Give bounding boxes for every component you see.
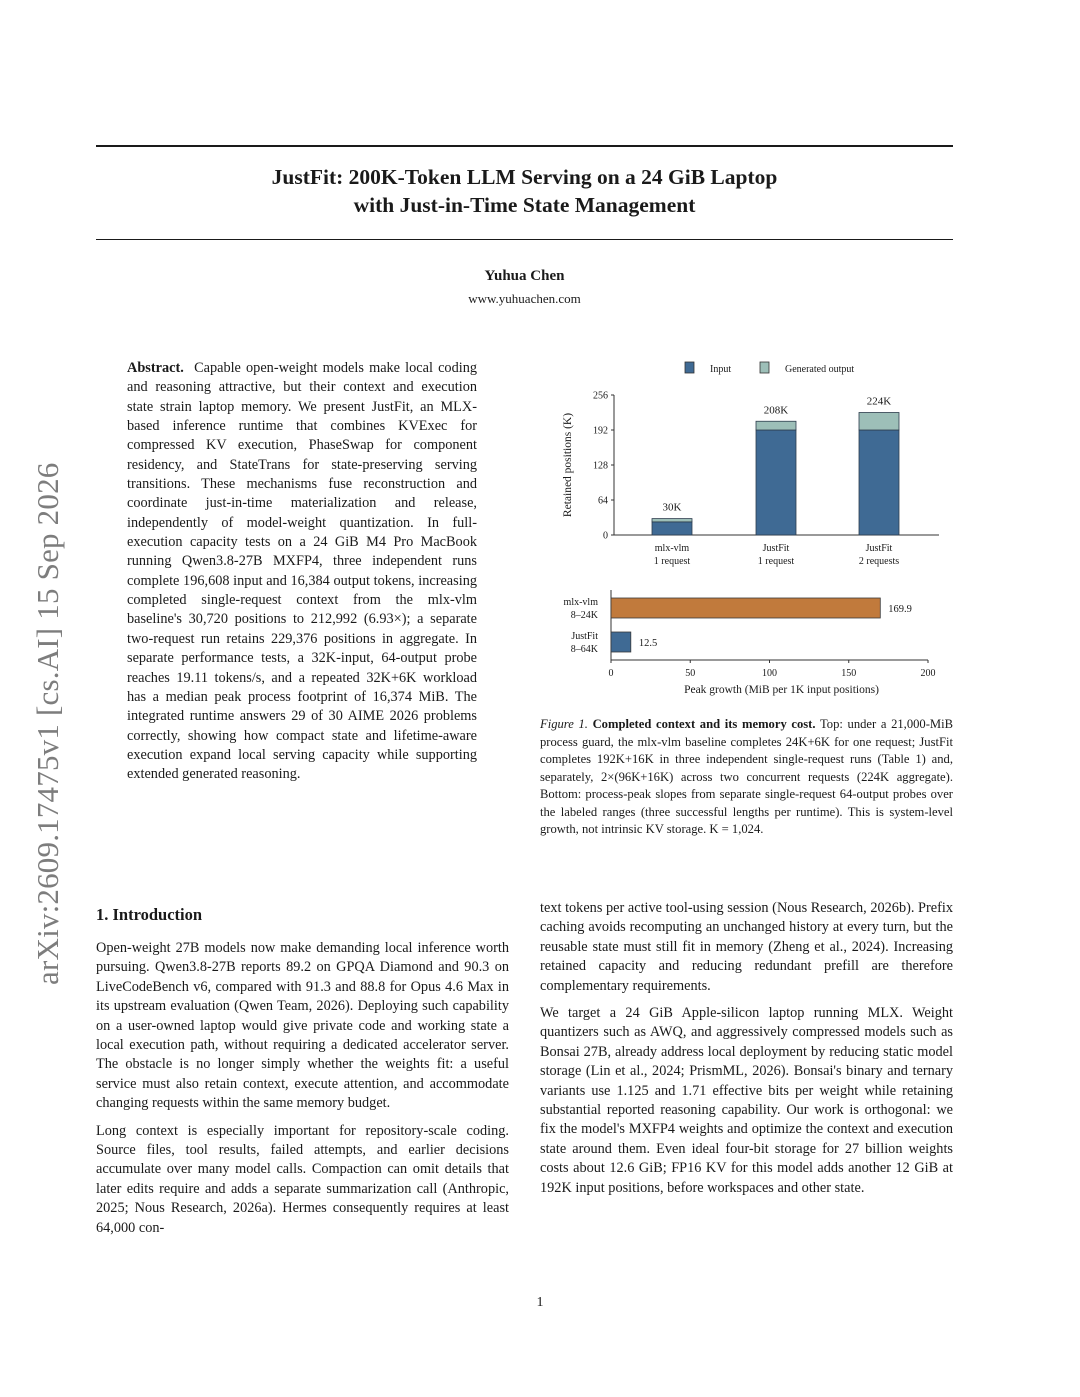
x-tick-label: 150 [841,668,857,679]
figure-caption [540,716,953,839]
y-tick-label: 8–24K [570,610,598,621]
y-tick-label: 128 [593,460,608,472]
abstract [127,359,477,785]
legend-entry: Input [710,364,732,375]
x-tick-label: 200 [920,668,936,679]
horizontal-bar [611,598,880,618]
x-tick-label: 0 [608,668,614,679]
y-tick-label: 8–64K [570,644,598,655]
bar-total-label: 208K [763,404,789,417]
y-tick-label: 192 [593,425,608,437]
bar-segment [859,430,899,535]
title-line-1: JustFit: 200K-Token LLM Serving on a 24 GiB Laptop [271,165,778,189]
x-tick-label: 50 [685,668,696,679]
page-number: 1 [536,1295,544,1310]
paragraph: We target a 24 GiB Apple-silicon laptop running MLX. Weight quantizers such as AWQ, and aggressively compressed models such as Bonsai 27B, already address local deployment by reducing static model storage (Lin et al., 2024; PrismML, 2026). Bonsai's binary and ternary variants use 1.125 and 1.71 effective bits per weight while retaining substantial reported reasoning capability. Our work is orthogonal: we fix the model's MXFP4 weights and optimize the context and execution state around them. Even ideal four-bit storage for 27 billion weights costs about 12.6 GiB; FP16 KV for this model adds another 12 GiB at 192K input positions, before workspaces and other state. [540,1005,953,1196]
left-column [96,939,509,1246]
bar-segment [859,413,899,431]
author-website: www.yuhuachen.com [468,291,581,306]
abstract-label: Abstract. [127,360,184,376]
x-tick-label: 100 [762,668,777,679]
caption-label: Figure 1. [540,717,588,731]
x-axis-label: Peak growth (MiB per 1K input positions) [684,684,879,696]
legend-swatch [685,362,694,373]
bar-segment [756,421,796,430]
bar-value-label: 169.9 [888,604,912,615]
y-tick-label: 64 [598,495,608,507]
caption-text: Top: under a 21,000-MiB process guard, the mlx-vlm baseline completes 24K+6K for one request; JustFit completes 192K+16K in three independent single-request runs (Table 1) and, separately, 2×(96K+16K) across two concurrent requests (224K aggregate). Bottom: process-peak slopes from separate single-request 64-output probes over the labeled ranges (three successful lengths per runtime). This is system-level growth, not intrinsic KV storage. K = 1,024. [540,717,954,836]
horizontal-bar [611,632,631,652]
y-tick-label: 256 [593,390,608,402]
top-rule [96,145,953,147]
title-bottom-rule [96,239,953,240]
bar-value-label: 12.5 [638,638,658,649]
section-heading-introduction: 1. Introduction [96,905,203,924]
y-axis-label: Retained positions (K) [562,412,574,518]
bar-total-label: 30K [662,501,682,514]
right-column [540,899,953,1206]
paragraph: text tokens per active tool-using session (Nous Research, 2026b). Prefix caching avoids recomputing an unchanged history at every turn, but the reusable state must still fit in memory (Zheng et al., 2024). Increasing retained capacity and reducing redundant prefill are therefore complementary requirements. [540,900,953,994]
x-tick-label: 1 request [653,556,691,567]
x-tick-label: 2 requests [858,556,900,567]
bar-total-label: 224K [866,395,892,408]
y-tick-label: mlx-vlm [563,597,598,608]
legend-entry: Generated output [785,364,855,375]
bar-segment [756,430,796,535]
x-tick-label: 1 request [757,556,795,567]
bar-segment [652,519,692,522]
caption-title: Completed context and its memory cost. [592,717,816,731]
bar-segment [652,522,692,535]
paper-title [96,163,953,219]
author-name: Yuhua Chen [484,268,565,284]
paragraph: Long context is especially important for repository-scale coding. Source files, tool results, failed attempts, and earlier decisions accumulate over many model calls. Compaction can omit details that later edits require and adds a separate summarization call (Anthropic, 2025; Nous Research, 2026a). Hermes consequently requires at least 64,000 con- [96,1122,509,1236]
x-tick-label: JustFit [762,543,790,554]
title-line-2: with Just-in-Time State Management [353,193,696,217]
y-tick-label: JustFit [571,631,598,642]
paragraph: Open-weight 27B models now make demanding local inference worth pursuing. Qwen3.8-27B reports 89.2 on GPQA Diamond and 90.3 on LiveCodeBench v6, compared with 91.3 and 88.8 for Opus 4.6 Max in its upstream evaluation (Qwen Team, 2026). Deploying such capability on a user-owned laptop would give private code and working state a local execution path, without requiring a dedicated accelerator server. The obstacle is no longer simply whether the weights fit: a useful service must also retain context, execute attention, and accommodate changing requests within the same memory budget. [96,940,509,1112]
x-tick-label: JustFit [865,543,893,554]
figure-1 [540,355,953,705]
legend-swatch [760,362,769,373]
y-tick-label: 0 [603,530,608,542]
x-tick-label: mlx-vlm [654,543,690,554]
arxiv-identifier: arXiv:2609.17475v1 [cs.AI] 15 Sep 2026 [30,462,65,985]
abstract-text: Capable open-weight models make local coding and reasoning attractive, but their context and execution state strain laptop memory. We present JustFit, an MLX-based inference runtime that combines KVExec for compressed KV execution, PhaseSwap for component residency, and StateTrans for state-preserving serving transitions. These mechanisms fuse reconstruction and coordinate just-in-time materialization and release, independently of model-weight quantization. In full-execution capacity tests on a 24 GiB M4 Pro MacBook running Qwen3.8-27B MXFP4, three independent runs complete 196,608 input and 16,384 output tokens, increasing completed single-request context from the mlx-vlm baseline's 30,720 positions to 212,992 (6.93×); a separate two-request run retains 229,376 positions in aggregate. In separate performance tests, a 32K-input, 64-output probe reaches 19.11 tokens/s, and a repeated 32K+6K workload has a median peak process footprint of 16,374 MiB. The integrated runtime answers 29 of 30 AIME 2026 problems correctly, showing how compact state and lifetime-aware execution expand local serving capacity while supporting extended generated reasoning. [127,360,477,783]
